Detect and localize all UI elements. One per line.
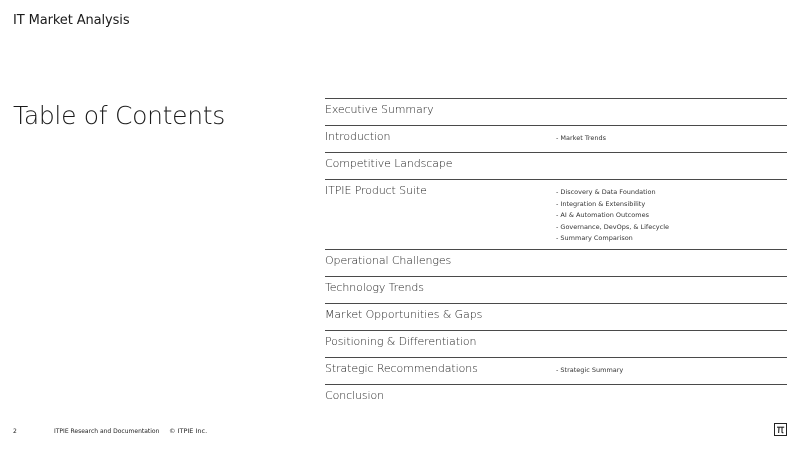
toc-item-label: Market Opportunities & Gaps — [325, 308, 483, 321]
toc-subitems — [556, 187, 669, 245]
toc-item-label: Positioning & Differentiation — [325, 335, 477, 348]
pi-logo-icon — [774, 423, 787, 436]
toc-item-label: Technology Trends — [325, 281, 424, 294]
toc-heading: Table of Contents — [13, 101, 225, 130]
toc-subitem[interactable]: - AI & Automation Outcomes — [556, 211, 649, 219]
toc-item-strategic-recommendations[interactable] — [325, 357, 787, 384]
toc-item-label: Strategic Recommendations — [325, 362, 478, 375]
toc-item-label: Competitive Landscape — [325, 157, 453, 170]
toc-item-label: ITPIE Product Suite — [325, 184, 427, 197]
toc-item-label: Operational Challenges — [325, 254, 452, 267]
toc-item-positioning[interactable] — [325, 330, 787, 357]
toc-item-technology-trends[interactable] — [325, 276, 787, 303]
toc-item-label: Conclusion — [325, 389, 384, 402]
toc-list — [325, 98, 787, 404]
toc-item-label: Introduction — [325, 130, 391, 143]
toc-subitems — [556, 365, 623, 377]
toc-item-operational-challenges[interactable] — [325, 249, 787, 276]
toc-item-conclusion[interactable] — [325, 384, 787, 404]
toc-subitem[interactable]: - Market Trends — [556, 134, 606, 142]
toc-item-label: Executive Summary — [325, 103, 434, 116]
page-number: 2 — [13, 428, 17, 435]
toc-item-introduction[interactable] — [325, 125, 787, 152]
toc-item-product-suite[interactable] — [325, 179, 787, 249]
toc-subitem[interactable]: - Strategic Summary — [556, 366, 624, 374]
toc-subitem[interactable]: - Governance, DevOps, & Lifecycle — [556, 222, 670, 231]
toc-subitem[interactable]: - Integration & Extensibility — [556, 199, 646, 208]
footer-org: ITPIE Research and Documentation — [54, 428, 160, 435]
toc-item-executive-summary[interactable] — [325, 98, 787, 125]
document-title: IT Market Analysis — [13, 13, 130, 28]
toc-subitem[interactable]: - Summary Comparison — [556, 234, 633, 242]
toc-subitem[interactable]: - Discovery & Data Foundation — [556, 188, 656, 196]
copyright: © ITPIE Inc. — [169, 427, 208, 435]
toc-subitems — [556, 133, 606, 145]
toc-item-market-opportunities[interactable] — [325, 303, 787, 330]
toc-item-competitive-landscape[interactable] — [325, 152, 787, 179]
